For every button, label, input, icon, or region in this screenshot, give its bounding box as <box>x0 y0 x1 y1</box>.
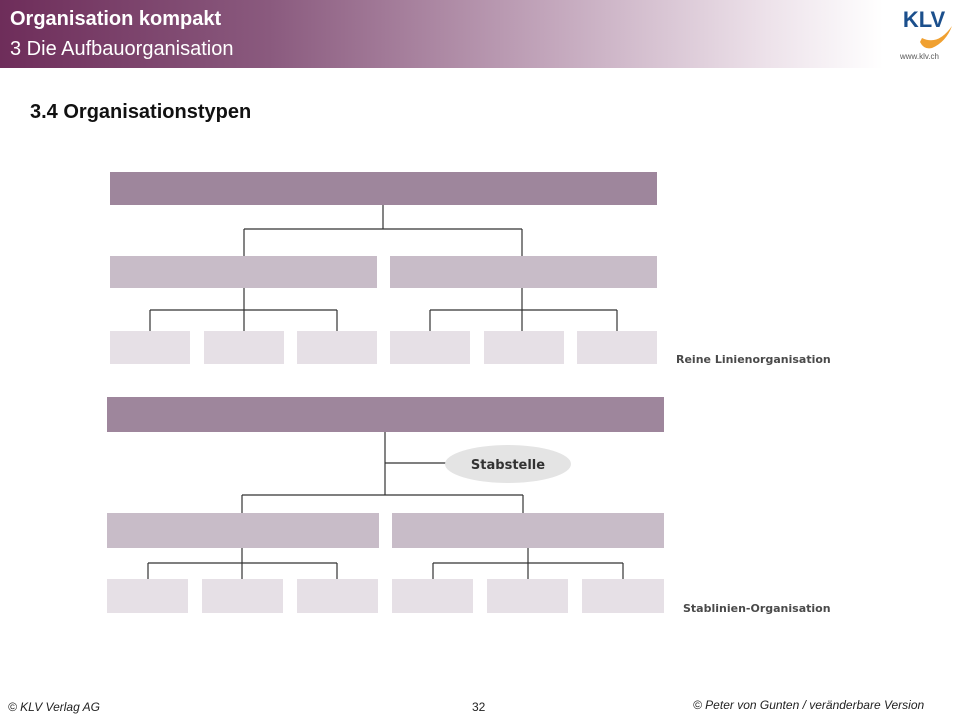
department-box <box>392 513 664 548</box>
website-url: www.klv.ch <box>900 52 939 61</box>
unit-box <box>392 579 473 613</box>
unit-box <box>297 331 377 364</box>
top-management-box <box>110 172 657 205</box>
slide-subtitle: 3 Die Aufbauorganisation <box>10 38 234 60</box>
unit-box <box>582 579 664 613</box>
department-box <box>107 513 379 548</box>
staff-line-organisation-caption: Stablinien-Organisation <box>683 602 831 615</box>
footer-author: © Peter von Gunten / veränderbare Version <box>693 698 925 712</box>
section-title: 3.4 Organisationstypen <box>30 101 252 123</box>
department-box <box>110 256 377 288</box>
unit-box <box>202 579 283 613</box>
unit-box <box>484 331 564 364</box>
unit-box <box>204 331 284 364</box>
unit-box <box>107 579 188 613</box>
staff-position-label: Stabstelle <box>470 458 546 473</box>
klv-logo-text: KLV <box>902 7 946 32</box>
unit-box <box>577 331 657 364</box>
slide-title: Organisation kompakt <box>10 8 222 30</box>
page-number: 32 <box>472 700 486 714</box>
unit-box <box>390 331 470 364</box>
top-management-box <box>107 397 664 432</box>
unit-box <box>110 331 190 364</box>
footer-copyright: © KLV Verlag AG <box>8 700 100 714</box>
unit-box <box>297 579 378 613</box>
line-organisation-caption: Reine Linienorganisation <box>676 353 831 366</box>
unit-box <box>487 579 568 613</box>
department-box <box>390 256 657 288</box>
